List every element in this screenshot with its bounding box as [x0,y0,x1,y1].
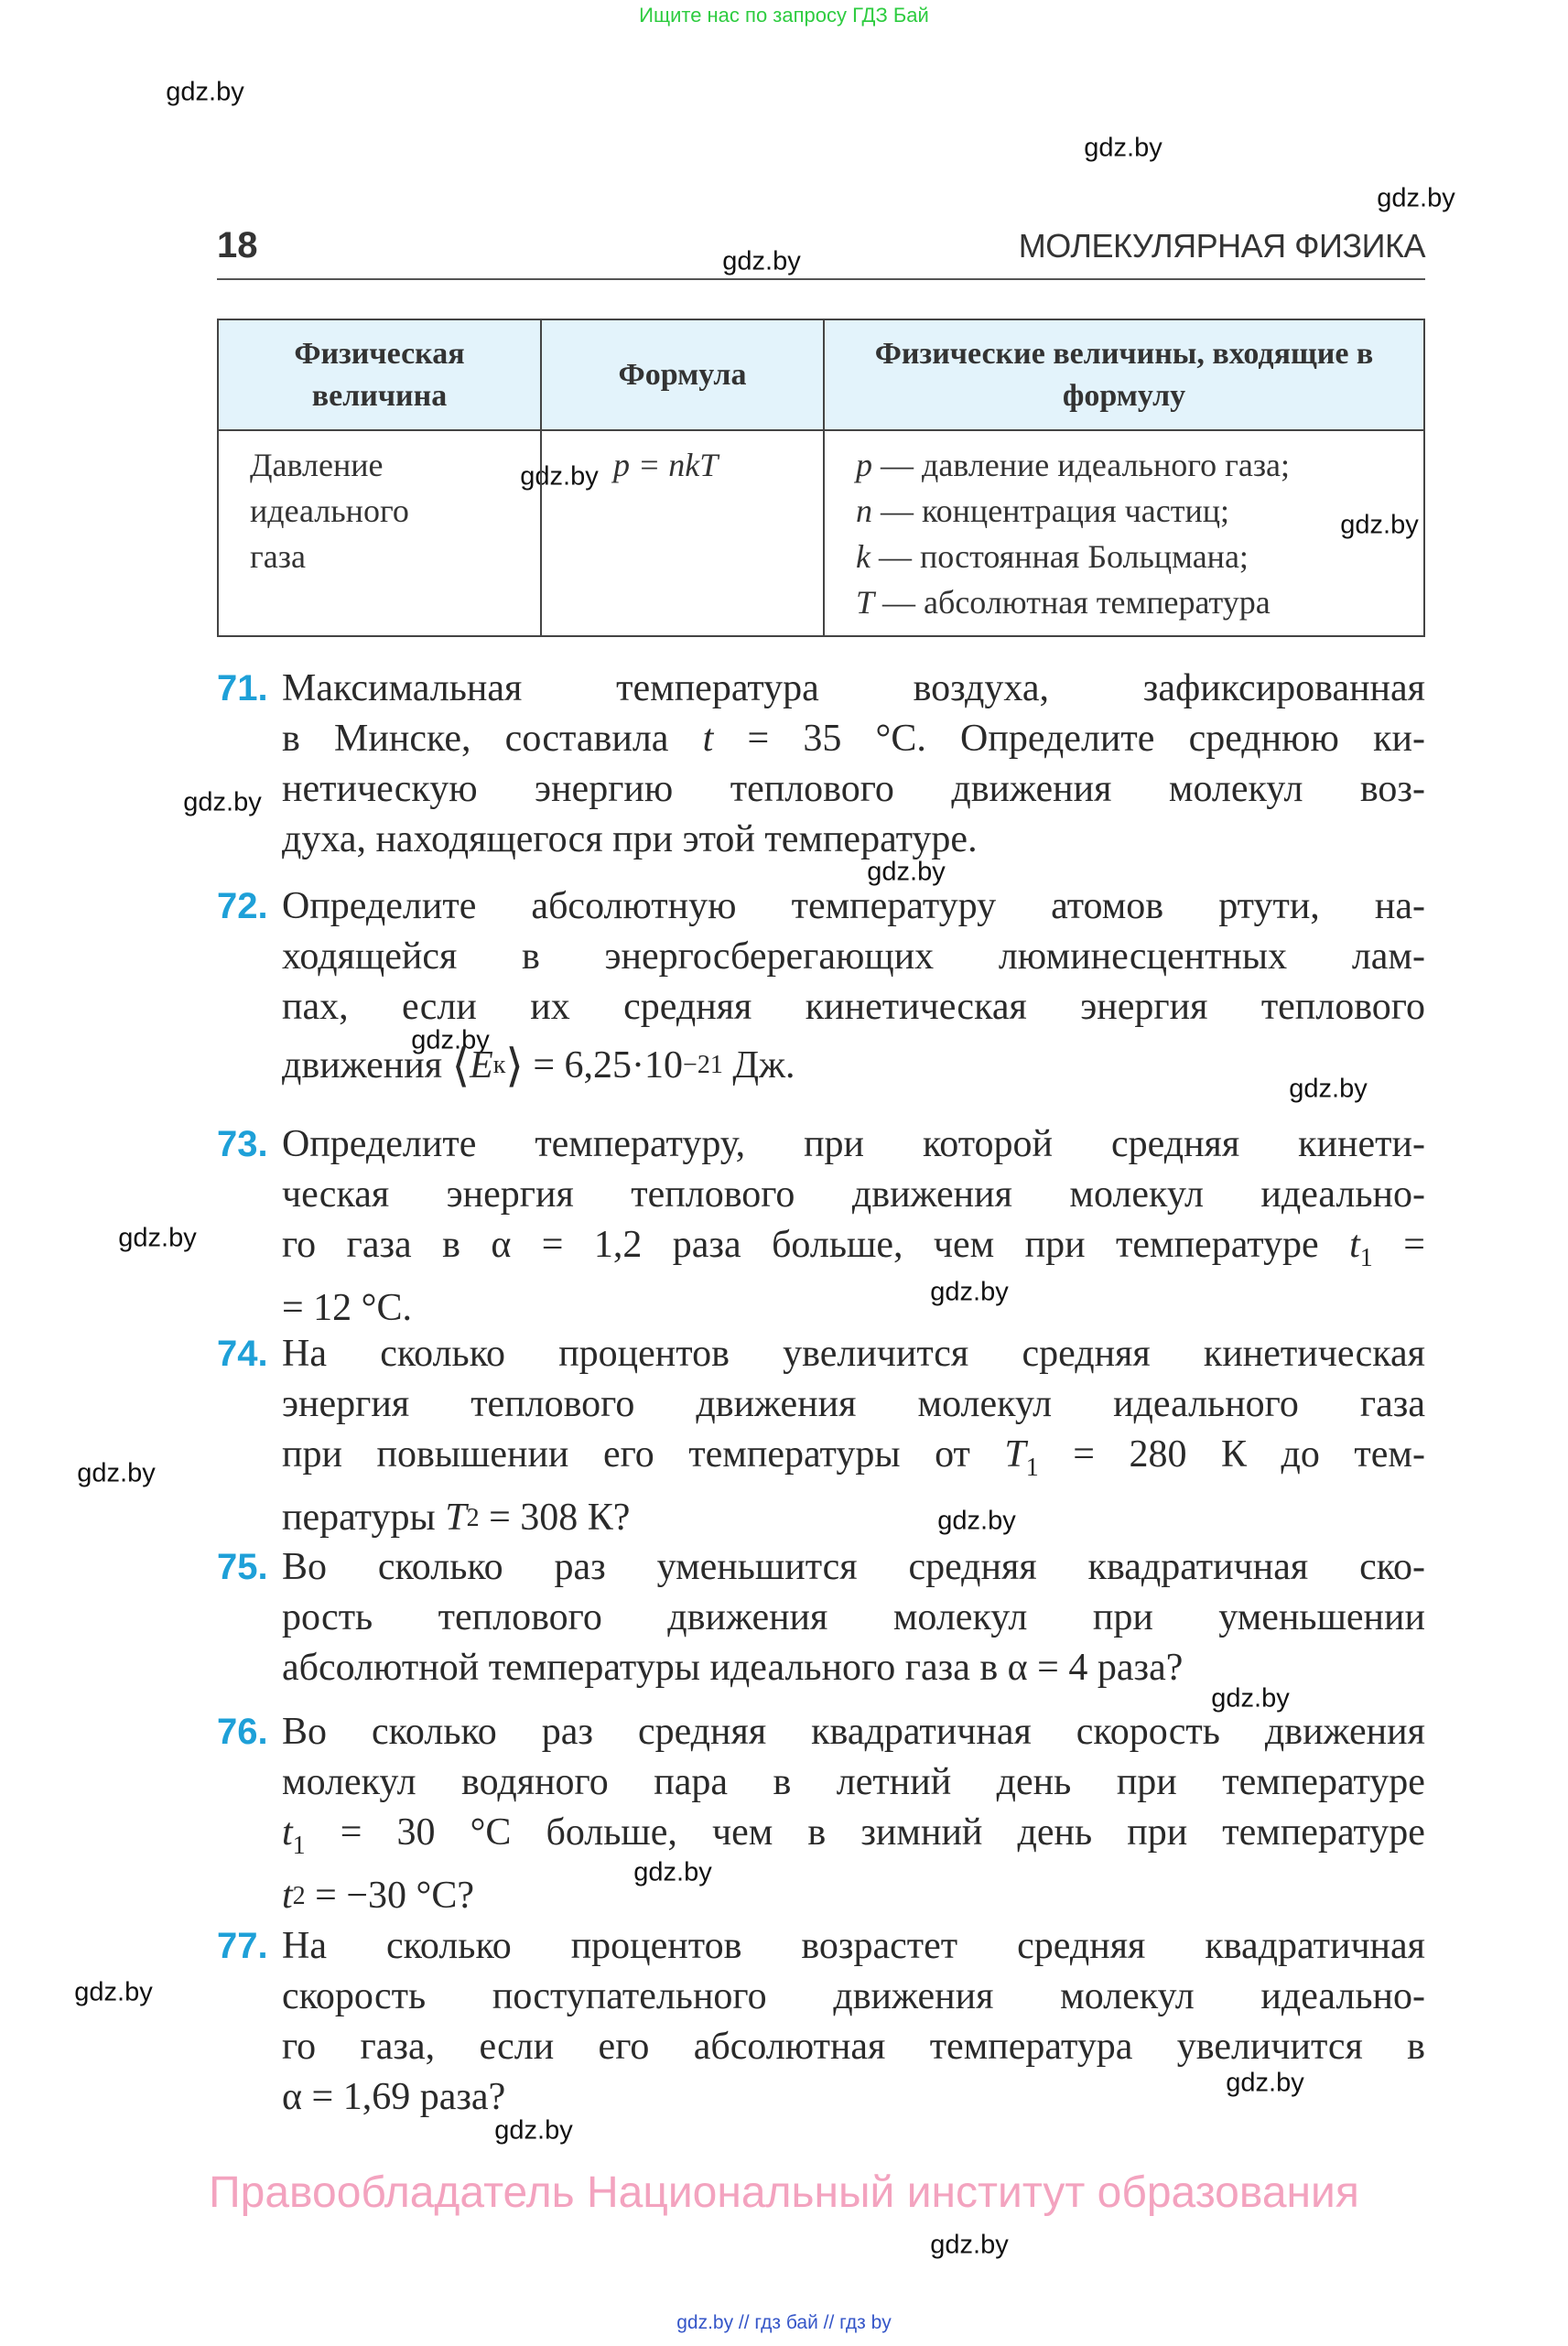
problem-number: 75. [217,1547,268,1587]
text-segment: чем [711,1811,773,1854]
text-segment: если [402,986,477,1028]
text-segment: до [1281,1433,1320,1476]
subscript: к [492,1051,506,1079]
text-segment: увеличится [783,1333,969,1375]
table-header-variables: Физические величины, входящие в формулу [825,320,1423,431]
text-line [282,815,1425,865]
text-segment: Определите [282,1123,477,1165]
text-segment: молекул [1168,768,1303,810]
text-segment: На [282,1333,327,1375]
problem-text [282,1542,1425,1693]
text-line [282,1808,1425,1871]
table-cell-variables [825,431,1423,635]
text-segment: при [282,1433,342,1476]
text-segment: раза [672,1224,741,1266]
text-segment: α = 1,69 раза? [282,2076,506,2118]
text-line [282,1493,1425,1543]
text-segment: зафиксированная [1142,667,1425,709]
text-segment: ки- [1373,718,1425,760]
quantity-line: Давление [250,447,384,483]
text-segment: среднюю [1188,718,1339,760]
watermark-text: gdz.by [520,461,599,492]
text-segment: сколько [377,1546,503,1588]
watermark-text: gdz.by [1289,1074,1368,1104]
text-segment: молекул [1060,1975,1195,2017]
math-variable: E [470,1044,493,1087]
text-segment: идеально- [1260,1173,1425,1216]
problem-number: 77. [217,1926,268,1966]
text-line [282,664,1425,714]
variable-row [856,579,1423,625]
text-segment: сколько [372,1711,497,1753]
text-segment: скорость [282,1975,427,2017]
text-segment: энергия [446,1173,574,1216]
formula-table [217,319,1425,637]
table-header-formula: Формула [542,320,825,431]
text-segment: энергия [282,1383,410,1425]
math-variable: t [282,1875,293,1917]
watermark-text: gdz.by [494,2115,573,2146]
text-segment: Дж. [722,1044,795,1087]
watermark-text: gdz.by [74,1977,153,2007]
text-segment: чем [933,1224,995,1266]
text-segment: тем- [1354,1433,1425,1476]
text-segment: воз- [1359,768,1425,810]
watermark-text: gdz.by [166,77,244,107]
text-segment: духа, находящегося при этой температуре. [282,818,978,860]
text-segment: = 308 К? [479,1497,631,1539]
text-segment: процентов [570,1925,742,1967]
watermark-text: gdz.by [118,1223,197,1253]
variable-desc: — постоянная Больцмана; [870,538,1249,575]
text-line [282,1871,1425,1921]
watermark-text: gdz.by [411,1025,490,1055]
text-segment: °C. [875,718,926,760]
text-segment: К [1221,1433,1248,1476]
problem-77 [217,1921,1425,2123]
text-segment: температуры [688,1433,901,1476]
text-line [282,1757,1425,1808]
variable-symbol: T [856,584,875,621]
subscript: 2 [292,1882,306,1910]
text-line [282,1283,1425,1334]
table-cell-formula: p = nkT [542,431,825,635]
variable-desc: — давление идеального газа; [872,447,1291,483]
text-segment: воздуха, [913,667,1049,709]
variable-desc: — абсолютная температура [874,584,1271,621]
variable-symbol: n [856,492,872,529]
text-segment: сколько [380,1333,505,1375]
text-segment: сколько [385,1925,512,1967]
text-segment: температура [616,667,819,709]
text-segment: теплового [631,1173,795,1216]
text-segment: температуре [1222,1761,1425,1803]
text-segment: абсолютной температуры идеального газа в α = 4 раза? [282,1647,1184,1689]
text-segment: его [602,1433,654,1476]
text-segment: 280 [1129,1433,1187,1476]
text-segment: в [282,718,300,760]
text-segment: пературы [282,1497,446,1539]
text-segment: температуре [1116,1224,1319,1266]
problem-text [282,664,1425,865]
text-segment: молекул [892,1596,1028,1638]
text-segment: движения [1264,1711,1425,1753]
text-segment: от [935,1433,970,1476]
text-segment: теплового [438,1596,602,1638]
text-segment: энергосберегающих [604,935,935,978]
text-segment: уменьшится [656,1546,858,1588]
text-segment: теплового [470,1383,635,1425]
text-segment: температура [929,2026,1133,2068]
text-segment: температуре [1222,1811,1425,1854]
text-line [282,1119,1425,1170]
text-line [282,2072,1425,2123]
text-segment: ⟩ [505,1040,524,1091]
math-variable: t [1349,1224,1360,1266]
text-segment: Во [282,1711,328,1753]
text-segment: возрастет [801,1925,958,1967]
problem-text [282,1119,1425,1334]
text-segment: нетическую [282,768,478,810]
header-divider [217,278,1425,280]
text-segment: движения [696,1383,857,1425]
copyright-footer: Правообладатель Национальный институт образования [209,2168,1359,2217]
text-segment: газа [346,1224,412,1266]
watermark-text: gdz.by [1084,133,1162,163]
text-segment: Определите [282,885,477,927]
subscript: 1 [292,1832,306,1860]
text-segment: раз [554,1546,606,1588]
text-segment: идеально- [1260,1975,1425,2017]
watermark-text: gdz.by [183,787,262,817]
text-segment: при [804,1123,865,1165]
text-segment: поступательного [492,1975,767,2017]
subscript: 1 [1359,1244,1373,1272]
text-line [282,1220,1425,1283]
text-segment: = [747,718,770,760]
watermark-text: gdz.by [1226,2068,1304,2098]
variable-row [856,534,1423,579]
problem-number: 76. [217,1712,268,1752]
text-line [282,1379,1425,1430]
text-segment: в [807,1811,827,1854]
watermark-text: gdz.by [1340,510,1419,540]
problem-74 [217,1329,1425,1543]
text-segment: Определите [960,718,1155,760]
text-line [282,1921,1425,1972]
subscript: 1 [1025,1454,1039,1482]
text-line [282,1430,1425,1493]
text-segment: если [479,2026,555,2068]
text-segment: движения [951,768,1112,810]
text-segment: 30 [396,1811,436,1854]
math-variable: T [445,1497,467,1539]
text-segment: Во [282,1546,328,1588]
text-segment: день [1017,1811,1093,1854]
watermark-text: gdz.by [930,2230,1009,2260]
text-segment: увеличится [1176,2026,1363,2068]
text-segment: при [1024,1224,1086,1266]
watermark-text: gdz.by [722,246,801,276]
text-segment: энергия [1080,986,1208,1028]
text-segment: движения [851,1173,1012,1216]
text-segment: движения [833,1975,994,2017]
text-segment: лам- [1351,935,1425,978]
text-segment: пара [654,1761,728,1803]
text-segment: абсолютную [531,885,737,927]
problem-75 [217,1542,1425,1693]
text-segment: процентов [558,1333,730,1375]
text-segment: идеального [1113,1383,1299,1425]
text-segment: = [1403,1224,1425,1266]
text-segment: больше, [546,1811,677,1854]
variable-symbol: p [856,447,872,483]
text-line [282,932,1425,982]
text-segment: движения [282,1044,452,1087]
watermark-text: gdz.by [1211,1683,1290,1714]
text-segment: го [282,1224,317,1266]
text-segment: атомов [1051,885,1164,927]
text-segment: = −30 °C? [305,1875,474,1917]
text-line [282,1542,1425,1593]
text-segment: повышении [376,1433,569,1476]
text-line [282,1170,1425,1220]
text-line [282,982,1425,1032]
text-segment: ско- [1359,1546,1425,1588]
problem-number: 74. [217,1334,268,1374]
problem-text [282,1707,1425,1921]
problem-text [282,1329,1425,1543]
text-segment: пах, [282,986,349,1028]
text-segment: раз [541,1711,593,1753]
text-segment: кинетическая [1203,1333,1425,1375]
text-segment: °C [470,1811,512,1854]
problem-number: 72. [217,886,268,926]
problem-number: 71. [217,668,268,708]
text-segment: рость [282,1596,373,1638]
text-segment: летний [836,1761,952,1803]
text-segment: при [1116,1761,1177,1803]
text-segment: квадратичная [1205,1925,1425,1967]
math-variable: t [702,718,714,760]
text-segment: газа [1359,1383,1425,1425]
text-segment: день [996,1761,1072,1803]
text-segment: ртути, [1218,885,1320,927]
text-segment: средняя [908,1546,1037,1588]
text-segment: люминесцентных [998,935,1288,978]
text-segment: в [1407,2026,1425,2068]
text-segment: движения [667,1596,828,1638]
page-number: 18 [217,225,258,265]
text-segment: средняя [623,986,752,1028]
text-segment: ходящейся [282,935,458,978]
problem-text [282,1921,1425,2123]
text-segment: скорость [1076,1711,1220,1753]
bottom-links[interactable]: gdz.by // гдз бай // гдз by [676,2312,892,2333]
text-segment: средняя [637,1711,767,1753]
text-line [282,1707,1425,1757]
problem-number: 73. [217,1124,268,1164]
text-segment: температуру [791,885,997,927]
section-title: МОЛЕКУЛЯРНАЯ ФИЗИКА [1018,227,1425,265]
text-segment: = 6,25·10 [523,1044,684,1087]
text-segment: = [340,1811,362,1854]
problem-text [282,881,1425,1098]
text-segment: средняя [1022,1333,1151,1375]
text-segment: его [598,2026,650,2068]
text-segment: зимний [860,1811,983,1854]
variable-row [856,442,1423,488]
watermark-text: gdz.by [930,1277,1009,1307]
problem-72 [217,881,1425,1098]
watermark-text: gdz.by [633,1857,712,1887]
text-segment: α [491,1224,512,1266]
superscript: −21 [683,1051,723,1079]
text-segment: молекул [917,1383,1053,1425]
text-segment: = [541,1224,564,1266]
text-segment: молекул [282,1761,416,1803]
text-segment: больше, [772,1224,903,1266]
subscript: 2 [466,1504,480,1532]
text-segment: на- [1374,885,1425,927]
text-line [282,1972,1425,2022]
text-segment: средняя [1017,1925,1146,1967]
variable-row [856,488,1423,534]
text-segment: На [282,1925,327,1967]
table-cell-quantity [219,431,542,635]
text-segment: молекул [1069,1173,1204,1216]
text-segment: абсолютная [693,2026,886,2068]
watermark-text: gdz.by [1377,183,1455,213]
text-segment: = 12 °C. [282,1287,412,1329]
math-variable: T [1004,1433,1026,1476]
text-segment: газа, [360,2026,436,2068]
text-segment: при [1127,1811,1188,1854]
watermark-text: gdz.by [867,857,946,887]
problem-73 [217,1119,1425,1334]
problem-71 [217,664,1425,865]
text-line [282,881,1425,932]
watermark-text: gdz.by [77,1458,156,1488]
text-segment: = [1073,1433,1095,1476]
text-segment: теплового [1260,986,1425,1028]
text-segment: Максимальная [282,667,523,709]
text-segment: водяного [461,1761,609,1803]
text-line [282,1593,1425,1643]
text-line [282,2022,1425,2072]
text-segment: энергию [535,768,674,810]
quantity-line: газа [250,538,306,575]
text-segment: средняя [1110,1123,1240,1165]
text-segment: кинети- [1298,1123,1425,1165]
text-segment: теплового [730,768,894,810]
problem-76 [217,1707,1425,1921]
text-line [282,1032,1425,1098]
text-segment: го [282,2026,317,2068]
text-line [282,764,1425,815]
text-line [282,1643,1425,1693]
text-segment: в [521,935,540,978]
text-segment: при [1092,1596,1153,1638]
text-segment: уменьшении [1218,1596,1425,1638]
text-segment: ⟨ [451,1040,470,1091]
text-segment: в [442,1224,460,1266]
text-segment: температуру, [535,1123,746,1165]
text-segment: квадратичная [811,1711,1032,1753]
text-line [282,1329,1425,1379]
text-segment: их [530,986,570,1028]
text-segment: в [773,1761,792,1803]
text-segment: 35 [803,718,842,760]
text-segment: которой [923,1123,1053,1165]
table-header-quantity: Физическая величина [219,320,542,431]
text-line [282,714,1425,764]
text-segment: кинетическая [805,986,1027,1028]
variable-symbol: k [856,538,871,575]
text-segment: квадратичная [1087,1546,1309,1588]
variable-desc: — концентрация частиц; [872,492,1230,529]
watermark-text: gdz.by [937,1506,1016,1536]
text-segment: Минске, [334,718,471,760]
quantity-line: идеального [250,492,409,529]
math-variable: t [282,1811,293,1854]
text-segment: 1,2 [593,1224,643,1266]
text-segment: составила [504,718,669,760]
search-hint-banner[interactable]: Ищите нас по запросу ГДЗ Бай [639,4,929,27]
text-segment: ческая [282,1173,390,1216]
